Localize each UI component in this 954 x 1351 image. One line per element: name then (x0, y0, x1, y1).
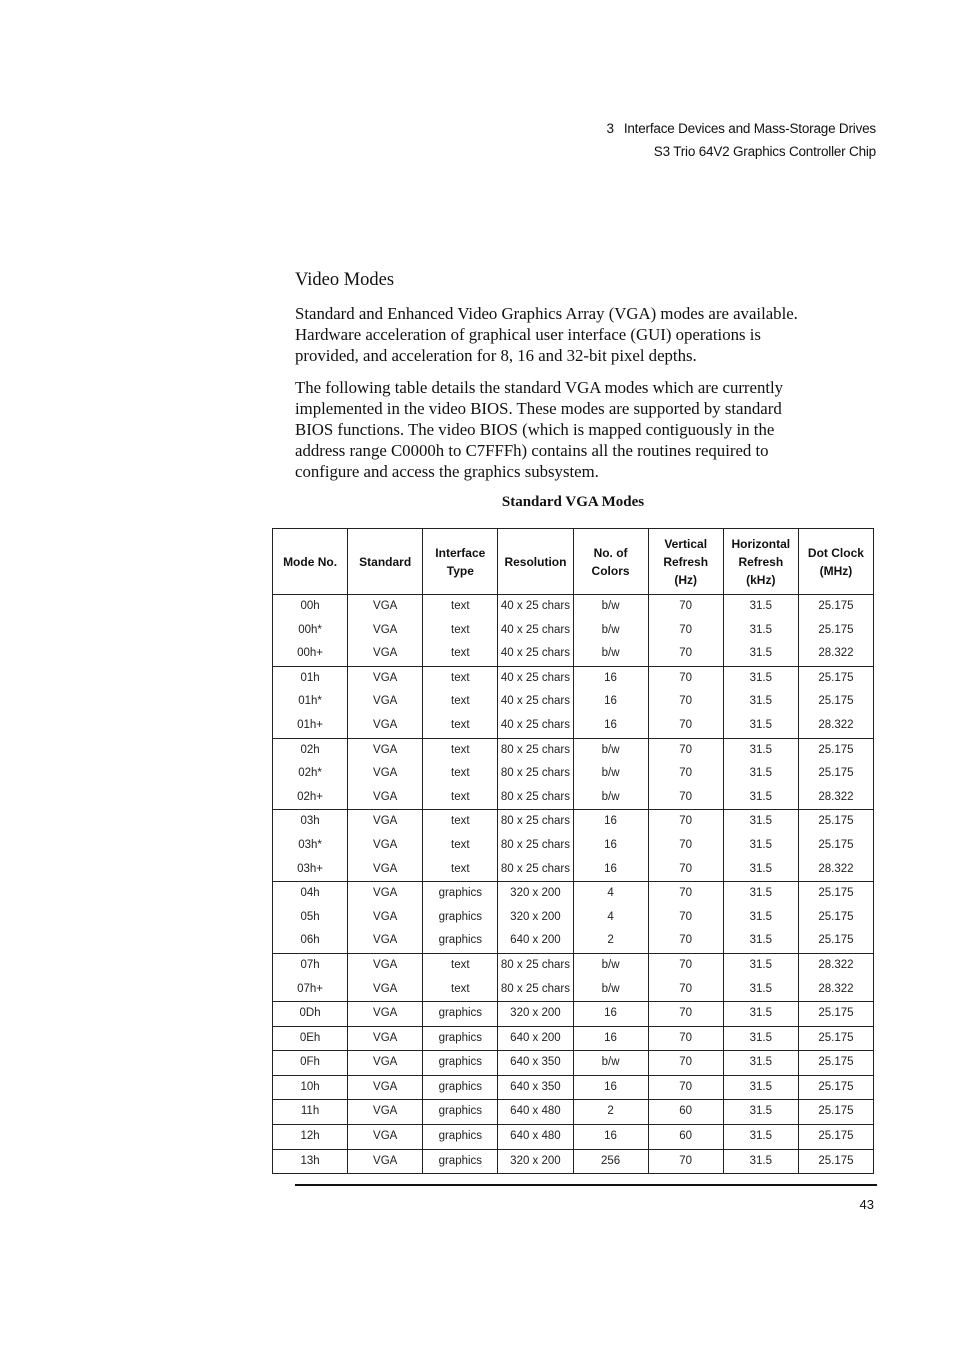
table-cell: 640 x 350 (498, 1051, 573, 1076)
table-cell: b/w (573, 978, 648, 1002)
table-cell: text (423, 810, 498, 834)
table-cell: 320 x 200 (498, 906, 573, 930)
table-cell: 03h* (273, 834, 348, 858)
table-cell: 70 (648, 690, 723, 714)
table-cell: 01h* (273, 690, 348, 714)
col-header-resolution: Resolution (498, 529, 573, 595)
table-row (273, 834, 874, 858)
table-cell: 28.322 (798, 642, 873, 666)
table-cell: 16 (573, 1002, 648, 1027)
table-cell: VGA (348, 953, 423, 977)
table-cell: 25.175 (798, 1075, 873, 1100)
table-cell: 70 (648, 929, 723, 953)
table-row (273, 1026, 874, 1051)
table-cell: VGA (348, 1149, 423, 1174)
table-cell: 25.175 (798, 906, 873, 930)
table-cell: VGA (348, 762, 423, 786)
table-cell: 28.322 (798, 978, 873, 1002)
table-cell: 00h (273, 595, 348, 619)
table-cell: 80 x 25 chars (498, 786, 573, 810)
table-cell: text (423, 619, 498, 643)
table-cell: 06h (273, 929, 348, 953)
table-cell: 31.5 (723, 1051, 798, 1076)
table-cell: 25.175 (798, 1026, 873, 1051)
table-cell: 70 (648, 714, 723, 738)
table-cell: 16 (573, 690, 648, 714)
table-cell: 31.5 (723, 762, 798, 786)
table-cell: 70 (648, 738, 723, 762)
table-cell: 25.175 (798, 666, 873, 690)
table-cell: graphics (423, 1100, 498, 1125)
table-description-paragraph: The following table details the standard VGA modes which are currently implemented in the video BIOS. These modes are supported by standard BIOS functions. The video BIOS (which is mapped contiguously in the address range C0000h to C7FFFh) contains all the routines required to configure and access the graphics subsystem. (295, 378, 784, 481)
table-cell: 640 x 200 (498, 929, 573, 953)
table-cell: 70 (648, 882, 723, 906)
table-cell: b/w (573, 953, 648, 977)
table-cell: 31.5 (723, 1125, 798, 1150)
table-cell: 25.175 (798, 882, 873, 906)
table-cell: 4 (573, 906, 648, 930)
table-body (273, 595, 874, 1174)
table-cell: 07h+ (273, 978, 348, 1002)
table-cell: 31.5 (723, 1100, 798, 1125)
table-cell: graphics (423, 1002, 498, 1027)
table-cell: 31.5 (723, 1002, 798, 1027)
table-caption: Standard VGA Modes (501, 494, 645, 510)
table-cell: VGA (348, 810, 423, 834)
table-cell: 25.175 (798, 810, 873, 834)
table-cell: 31.5 (723, 810, 798, 834)
table-cell: 28.322 (798, 714, 873, 738)
chapter-title: Interface Devices and Mass-Storage Drives (623, 121, 876, 136)
table-cell: 16 (573, 714, 648, 738)
col-header-vertical-refresh: Vertical Refresh (Hz) (648, 529, 723, 595)
table-cell: 70 (648, 834, 723, 858)
footer-rule (295, 1184, 877, 1186)
table-cell: 320 x 200 (498, 1002, 573, 1027)
table-cell: 28.322 (798, 858, 873, 882)
col-header-colors: No. of Colors (573, 529, 648, 595)
table-cell: 70 (648, 858, 723, 882)
table-cell: 25.175 (798, 1051, 873, 1076)
table-cell: VGA (348, 1051, 423, 1076)
table-cell: VGA (348, 1075, 423, 1100)
table-cell: 0Fh (273, 1051, 348, 1076)
table-cell: text (423, 714, 498, 738)
table-cell: 31.5 (723, 1026, 798, 1051)
table-cell: 05h (273, 906, 348, 930)
table-cell: 640 x 480 (498, 1125, 573, 1150)
table-cell: 80 x 25 chars (498, 953, 573, 977)
table-cell: 70 (648, 595, 723, 619)
table-cell: 25.175 (798, 690, 873, 714)
table-row (273, 810, 874, 834)
table-row (273, 690, 874, 714)
table-row (273, 953, 874, 977)
table-cell: 16 (573, 1026, 648, 1051)
table-cell: 70 (648, 1026, 723, 1051)
table-cell: graphics (423, 1125, 498, 1150)
section-title: Video Modes (295, 270, 395, 290)
chapter-number: 3 (606, 121, 614, 136)
col-header-interface-type: Interface Type (423, 529, 498, 595)
table-cell: 31.5 (723, 714, 798, 738)
table-cell: 02h (273, 738, 348, 762)
table-cell: 4 (573, 882, 648, 906)
table-cell: 25.175 (798, 1125, 873, 1150)
table-cell: 70 (648, 906, 723, 930)
table-cell: VGA (348, 666, 423, 690)
table-cell: 80 x 25 chars (498, 858, 573, 882)
table-cell: VGA (348, 714, 423, 738)
table-cell: 31.5 (723, 1075, 798, 1100)
table-cell: 80 x 25 chars (498, 834, 573, 858)
table-cell: 10h (273, 1075, 348, 1100)
table-cell: text (423, 858, 498, 882)
table-cell: 01h (273, 666, 348, 690)
table-cell: 320 x 200 (498, 882, 573, 906)
table-cell: graphics (423, 1026, 498, 1051)
table-cell: 40 x 25 chars (498, 666, 573, 690)
table-row (273, 1051, 874, 1076)
table-row (273, 595, 874, 619)
table-cell: VGA (348, 978, 423, 1002)
table-cell: b/w (573, 642, 648, 666)
table-row (273, 929, 874, 953)
intro-paragraph: Standard and Enhanced Video Graphics Array (VGA) modes are available. Hardware acceleration of graphical user interface (GUI) operations is provided, and acceleration for 8, 16 and 32-bit pixel depths. (295, 304, 798, 365)
table-cell: 40 x 25 chars (498, 642, 573, 666)
table-cell: 2 (573, 929, 648, 953)
table-cell: 80 x 25 chars (498, 978, 573, 1002)
table-cell: 31.5 (723, 619, 798, 643)
table-cell: 0Dh (273, 1002, 348, 1027)
table-row (273, 666, 874, 690)
table-cell: 70 (648, 666, 723, 690)
table-cell: 31.5 (723, 929, 798, 953)
table-cell: 04h (273, 882, 348, 906)
table-cell: 25.175 (798, 929, 873, 953)
table-cell: 31.5 (723, 858, 798, 882)
table-row (273, 1100, 874, 1125)
table-cell: 07h (273, 953, 348, 977)
table-cell: 25.175 (798, 762, 873, 786)
table-cell: VGA (348, 929, 423, 953)
table-cell: 16 (573, 1075, 648, 1100)
table-cell: 31.5 (723, 906, 798, 930)
table-cell: 40 x 25 chars (498, 714, 573, 738)
table-row (273, 786, 874, 810)
table-cell: 80 x 25 chars (498, 810, 573, 834)
table-cell: 31.5 (723, 642, 798, 666)
table-cell: 640 x 200 (498, 1026, 573, 1051)
table-cell: 02h* (273, 762, 348, 786)
table-cell: VGA (348, 642, 423, 666)
table-cell: 31.5 (723, 834, 798, 858)
table-cell: 2 (573, 1100, 648, 1125)
table-cell: 70 (648, 810, 723, 834)
table-cell: 0Eh (273, 1026, 348, 1051)
table-cell: 25.175 (798, 1100, 873, 1125)
table-cell: text (423, 690, 498, 714)
table-cell: 25.175 (798, 738, 873, 762)
table-row (273, 858, 874, 882)
table-cell: VGA (348, 882, 423, 906)
table-cell: 70 (648, 1051, 723, 1076)
table-cell: 01h+ (273, 714, 348, 738)
table-cell: 13h (273, 1149, 348, 1174)
table-cell: 16 (573, 810, 648, 834)
table-row (273, 762, 874, 786)
table-cell: 25.175 (798, 619, 873, 643)
table-cell: b/w (573, 1051, 648, 1076)
table-row (273, 978, 874, 1002)
table-cell: b/w (573, 762, 648, 786)
table-cell: text (423, 666, 498, 690)
table-cell: 80 x 25 chars (498, 762, 573, 786)
table-cell: 28.322 (798, 953, 873, 977)
table-cell: 320 x 200 (498, 1149, 573, 1174)
table-cell: 16 (573, 1125, 648, 1150)
table-cell: VGA (348, 858, 423, 882)
table-row (273, 1125, 874, 1150)
table-header-row (273, 529, 874, 595)
table-cell: graphics (423, 882, 498, 906)
running-header-subtitle: S3 Trio 64V2 Graphics Controller Chip (653, 144, 876, 159)
table-cell: 40 x 25 chars (498, 595, 573, 619)
table-cell: text (423, 953, 498, 977)
table-cell: VGA (348, 1002, 423, 1027)
table-cell: graphics (423, 906, 498, 930)
table-cell: 80 x 25 chars (498, 738, 573, 762)
table-cell: graphics (423, 1051, 498, 1076)
table-cell: 00h* (273, 619, 348, 643)
table-cell: 31.5 (723, 953, 798, 977)
table-cell: 640 x 350 (498, 1075, 573, 1100)
col-header-standard: Standard (348, 529, 423, 595)
table-cell: 00h+ (273, 642, 348, 666)
table-cell: 70 (648, 642, 723, 666)
table-cell: graphics (423, 929, 498, 953)
table-cell: 25.175 (798, 1149, 873, 1174)
table-cell: VGA (348, 595, 423, 619)
table-cell: text (423, 762, 498, 786)
table-cell: 31.5 (723, 978, 798, 1002)
col-header-mode-no: Mode No. (273, 529, 348, 595)
table-cell: VGA (348, 906, 423, 930)
table-cell: 70 (648, 1002, 723, 1027)
table-cell: 31.5 (723, 690, 798, 714)
table-row (273, 1149, 874, 1174)
table-cell: b/w (573, 738, 648, 762)
table-cell: 12h (273, 1125, 348, 1150)
table-cell: 31.5 (723, 738, 798, 762)
table-cell: text (423, 834, 498, 858)
table-row (273, 714, 874, 738)
table-cell: 70 (648, 762, 723, 786)
table-cell: VGA (348, 738, 423, 762)
table-cell: 16 (573, 666, 648, 690)
table-cell: VGA (348, 786, 423, 810)
col-header-horizontal-refresh: Horizontal Refresh (kHz) (723, 529, 798, 595)
table-row (273, 619, 874, 643)
table-row (273, 1075, 874, 1100)
table-cell: 70 (648, 978, 723, 1002)
table-cell: 31.5 (723, 666, 798, 690)
table-cell: 70 (648, 1149, 723, 1174)
table-cell: 31.5 (723, 595, 798, 619)
table-cell: VGA (348, 690, 423, 714)
table-cell: text (423, 786, 498, 810)
vga-modes-table (272, 528, 874, 1174)
table-cell: 70 (648, 619, 723, 643)
table-cell: 16 (573, 834, 648, 858)
table-cell: 256 (573, 1149, 648, 1174)
table-cell: 70 (648, 1075, 723, 1100)
table-cell: 40 x 25 chars (498, 690, 573, 714)
page-number: 43 (859, 1197, 874, 1212)
table-cell: text (423, 738, 498, 762)
table-cell: VGA (348, 1100, 423, 1125)
col-header-dot-clock: Dot Clock (MHz) (798, 529, 873, 595)
table-cell: VGA (348, 834, 423, 858)
table-cell: VGA (348, 1026, 423, 1051)
table-row (273, 738, 874, 762)
table-cell: b/w (573, 786, 648, 810)
table-cell: 40 x 25 chars (498, 619, 573, 643)
table-cell: 02h+ (273, 786, 348, 810)
table-cell: 60 (648, 1100, 723, 1125)
table-cell: 25.175 (798, 834, 873, 858)
table-cell: 11h (273, 1100, 348, 1125)
table-cell: graphics (423, 1149, 498, 1174)
table-cell: b/w (573, 619, 648, 643)
table-cell: 70 (648, 786, 723, 810)
table-cell: 60 (648, 1125, 723, 1150)
table-cell: text (423, 642, 498, 666)
table-cell: 16 (573, 858, 648, 882)
table-cell: 640 x 480 (498, 1100, 573, 1125)
table-row (273, 1002, 874, 1027)
table-cell: 31.5 (723, 786, 798, 810)
table-cell: 28.322 (798, 786, 873, 810)
table-row (273, 906, 874, 930)
table-cell: 31.5 (723, 882, 798, 906)
running-header-chapter (607, 121, 876, 137)
table-cell: b/w (573, 595, 648, 619)
table-row (273, 642, 874, 666)
table-cell: 25.175 (798, 1002, 873, 1027)
table-cell: 31.5 (723, 1149, 798, 1174)
table-cell: graphics (423, 1075, 498, 1100)
table-cell: text (423, 595, 498, 619)
table-cell: 25.175 (798, 595, 873, 619)
table-row (273, 882, 874, 906)
table-cell: VGA (348, 619, 423, 643)
table-cell: 03h (273, 810, 348, 834)
table-cell: 03h+ (273, 858, 348, 882)
table-cell: text (423, 978, 498, 1002)
table-cell: VGA (348, 1125, 423, 1150)
table-cell: 70 (648, 953, 723, 977)
